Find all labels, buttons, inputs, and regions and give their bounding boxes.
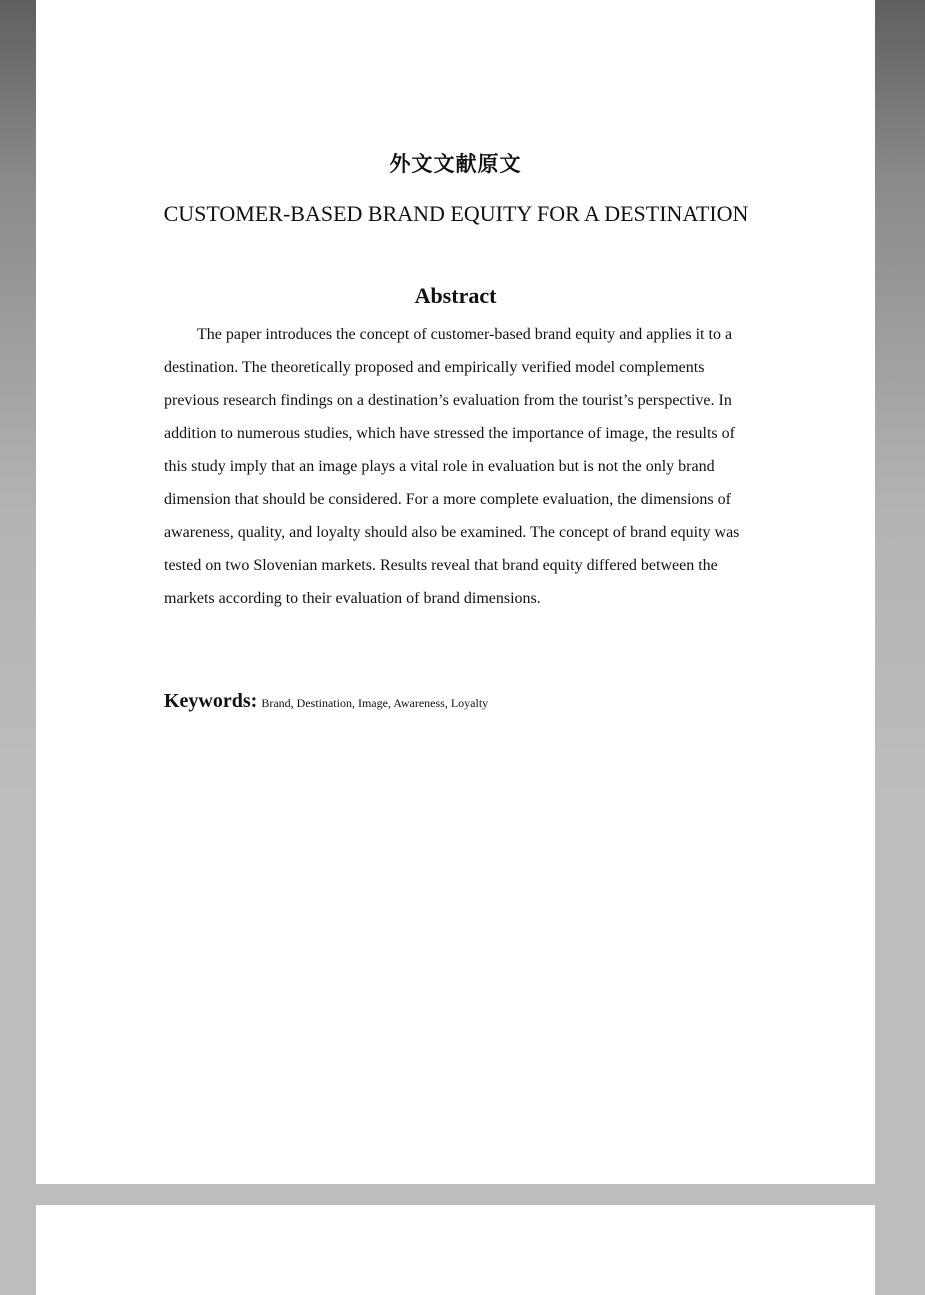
abstract-heading: Abstract [414, 283, 497, 308]
keywords-values: Brand, Destination, Image, Awareness, Loyalty [261, 696, 489, 710]
document-page-2 [36, 1205, 875, 1295]
keywords-line [164, 690, 488, 713]
abstract-text: The paper introduces the concept of customer-based brand equity and applies it to a destination. The theoretically proposed and empirically verified model complements previous research findings on a destination’s evaluation from the tourist’s perspective. In addition to numerous studies, which have stressed the importance of image, the results of this study imply that an image plays a vital role in evaluation but is not the only brand dimension that should be considered. For a more complete evaluation, the dimensions of awareness, quality, and loyalty should also be examined. The concept of brand equity was tested on two Slovenian markets. Results reveal that brand equity differed between the markets according to their evaluation of brand dimensions. [164, 326, 740, 607]
document-page-1 [36, 0, 875, 1184]
keywords-label: Keywords: [164, 690, 258, 712]
chinese-title: 外文文献原文 [389, 152, 522, 176]
paper-title: CUSTOMER-BASED BRAND EQUITY FOR A DESTINATION [163, 201, 749, 226]
